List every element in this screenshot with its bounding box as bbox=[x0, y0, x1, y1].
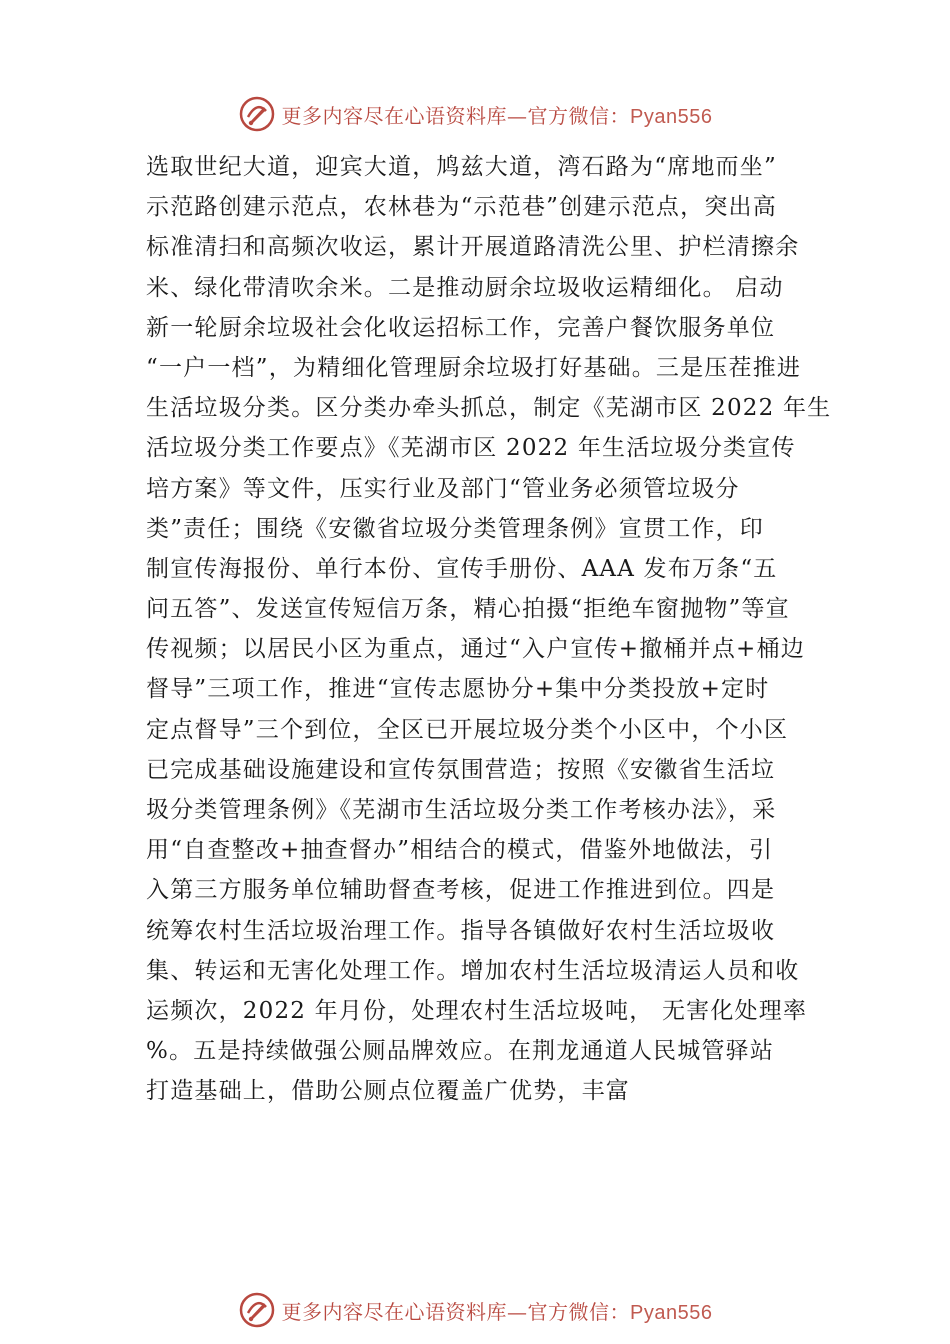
page-header-banner bbox=[0, 94, 950, 134]
body-line: 生活垃圾分类。区分类办牵头抓总，制定《芜湖市区 2022 年生 bbox=[146, 395, 832, 422]
page-footer-banner bbox=[0, 1290, 950, 1330]
body-line: 问五答”、发送宣传短信万条，精心拍摄“拒绝车窗抛物”等宣 bbox=[146, 596, 790, 623]
footer-contact-id: Pyan556 bbox=[630, 1301, 713, 1324]
body-line: 督导”三项工作，推进“宣传志愿协分+集中分类投放+定时 bbox=[146, 676, 770, 703]
header-contact-id: Pyan556 bbox=[630, 105, 713, 128]
body-line: 已完成基础设施建设和宣传氛围营造；按照《安徽省生活垃 bbox=[146, 756, 776, 783]
body-line: 集、转运和无害化处理工作。增加农村生活垃圾清运人员和收 bbox=[146, 957, 800, 984]
header-banner-text bbox=[282, 100, 713, 129]
body-line: 活垃圾分类工作要点》《芜湖市区 2022 年生活垃圾分类宣传 bbox=[146, 435, 796, 462]
body-line: 选取世纪大道，迎宾大道，鸠兹大道，湾石路为“席地而坐” bbox=[146, 154, 777, 180]
body-line: “一户一档”，为精细化管理厨余垃圾打好基础。三是压茬推进 bbox=[146, 354, 802, 381]
body-line: 圾分类管理条例》《芜湖市生活垃圾分类工作考核办法》，采 bbox=[146, 797, 777, 823]
footer-brand-text: 更多内容尽在心语资料库—官方微信： bbox=[281, 1299, 631, 1324]
body-line: 制宣传海报份、单行本份、宣传手册份、AAA 发布万条“五 bbox=[146, 555, 778, 582]
body-line: 传视频；以居民小区为重点，通过“入户宣传+撤桶并点+桶边 bbox=[146, 636, 805, 663]
brand-logo-icon bbox=[238, 1291, 276, 1329]
body-line: 新一轮厨余垃圾社会化收运招标工作，完善户餐饮服务单位 bbox=[146, 314, 776, 341]
body-line: 定点督导”三个到位，全区已开展垃圾分类个小区中，个小区 bbox=[146, 716, 789, 743]
body-line: %。五是持续做强公厕品牌效应。在荆龙通道人民城管驿站 bbox=[146, 1038, 775, 1065]
body-line: 培方案》等文件，压实行业及部门“管业务必须管垃圾分 bbox=[146, 475, 740, 502]
body-line: 统筹农村生活垃圾治理工作。指导各镇做好农村生活垃圾收 bbox=[146, 917, 776, 944]
body-line: 入第三方服务单位辅助督查考核，促进工作推进到位。四是 bbox=[146, 877, 776, 904]
body-line: 打造基础上，借助公厕点位覆盖广优势，丰富 bbox=[146, 1078, 630, 1105]
body-line: 运频次，2022 年月份，处理农村生活垃圾吨， 无害化处理率 bbox=[146, 997, 808, 1024]
brand-logo-icon bbox=[238, 95, 276, 133]
document-body bbox=[146, 147, 832, 1112]
body-line: 用“自查整改+抽查督办”相结合的模式，借鉴外地做法，引 bbox=[146, 837, 774, 864]
footer-banner-text bbox=[282, 1296, 713, 1325]
body-line: 示范路创建示范点，农林巷为“示范巷”创建示范点，突出高 bbox=[146, 194, 777, 221]
body-line: 类”责任；围绕《安徽省垃圾分类管理条例》宣贯工作，印 bbox=[146, 515, 764, 542]
body-line: 标准清扫和高频次收运，累计开展道路清洗公里、护栏清擦余 bbox=[146, 234, 800, 261]
body-line: 米、绿化带清吹余米。二是推动厨余垃圾收运精细化。 启动 bbox=[146, 274, 784, 301]
header-brand-text: 更多内容尽在心语资料库—官方微信： bbox=[281, 103, 631, 128]
